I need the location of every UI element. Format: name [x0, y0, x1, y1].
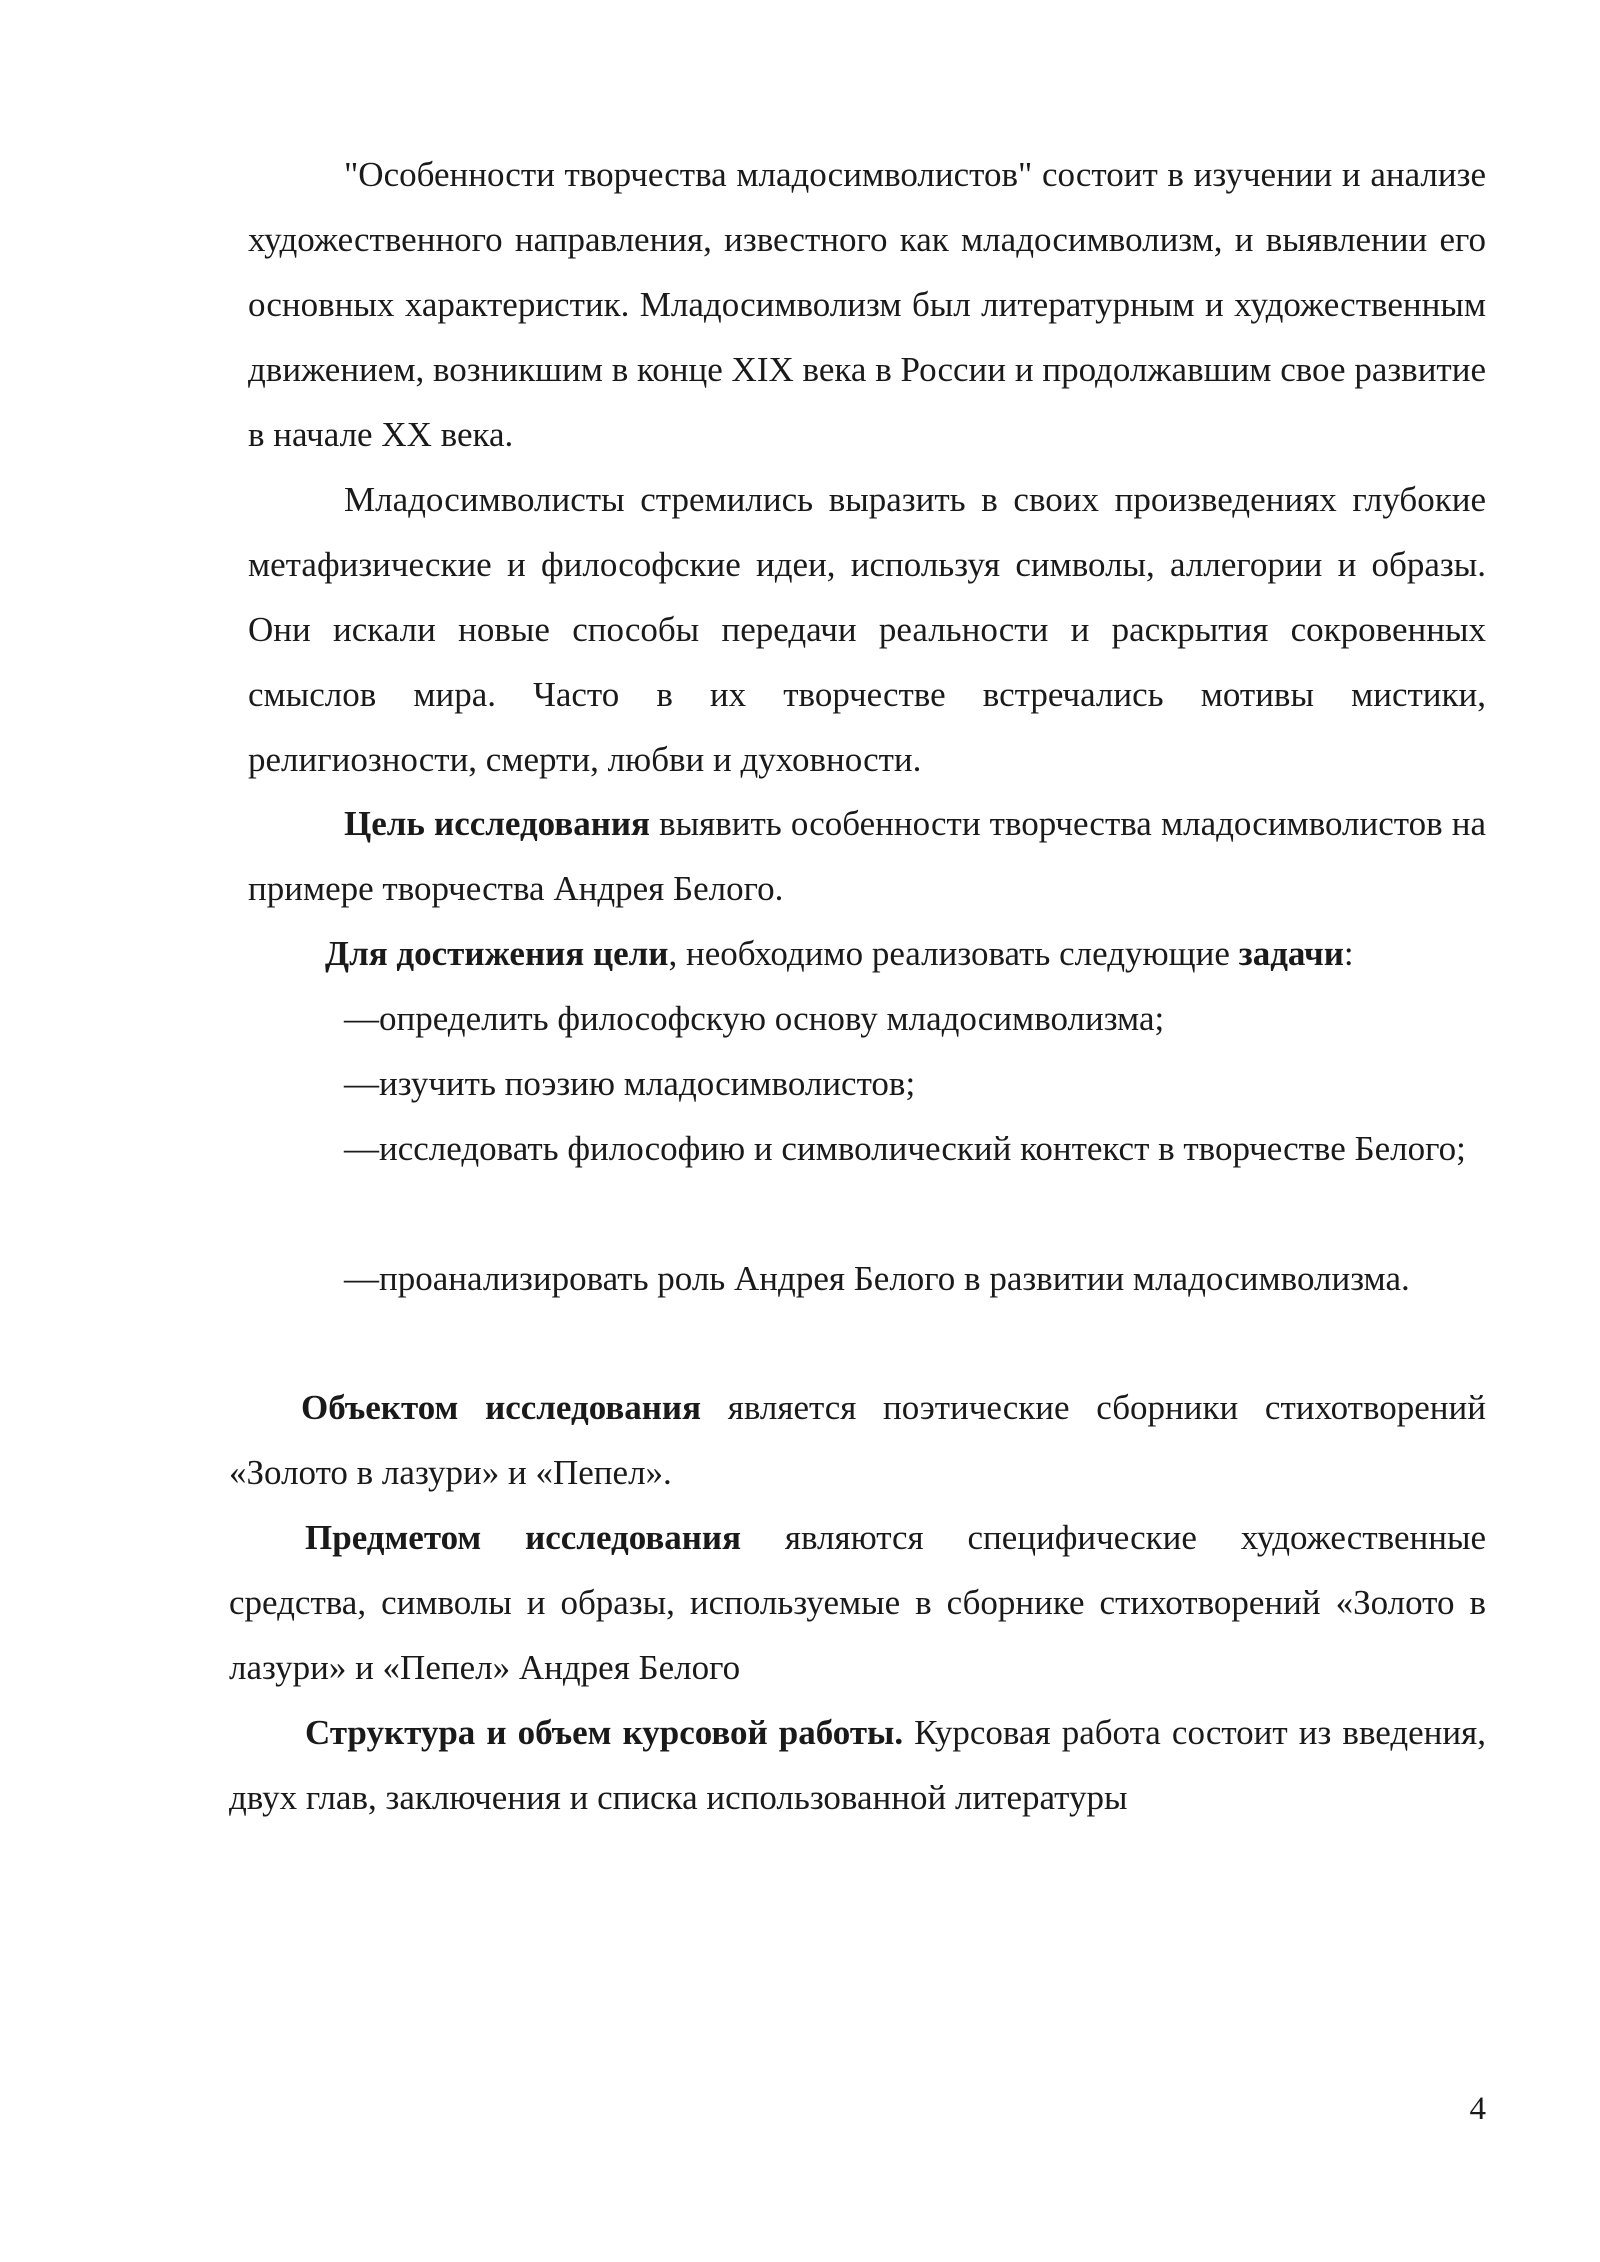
paragraph-description-text: Младосимволисты стремились выразить в своих произведениях глубокие метафизические и философские идеи, используя символы, аллегории и образы. Они искали новые способы передачи реальности и раскрытия сокровенных смыслов мира. Часто в их творчестве встречались мотивы мистики, религиозности, смерти, любви и духовности. [248, 480, 1486, 779]
paragraph-subject [229, 1505, 1486, 1700]
structure-label: Структура и объем курсовой работы. [305, 1713, 904, 1752]
goal-text: выявить особенности творчества младосимволистов на примере творчества Андрея Белого. [248, 804, 1487, 908]
object-text: является поэтические сборники стихотворений «Золото в лазури» и «Пепел». [229, 1388, 1486, 1492]
goal-label: Цель исследования [344, 804, 650, 843]
paragraph-tasks-intro [248, 921, 1486, 986]
task-item-text: —проанализировать роль Андрея Белого в развитии младосимволизма. [344, 1259, 1410, 1298]
paragraph-structure [229, 1700, 1486, 1830]
tasks-intro-middle: , необходимо реализовать следующие [668, 934, 1239, 973]
paragraph-goal [248, 791, 1486, 921]
task-item-text: —определить философскую основу младосимволизма; [344, 999, 1165, 1038]
task-item [248, 986, 1486, 1051]
task-item [248, 1051, 1486, 1116]
task-item [248, 1116, 1486, 1181]
paragraph-description [248, 467, 1486, 792]
task-item-text: —изучить поэзию младосимволистов; [344, 1064, 916, 1103]
structure-text: Курсовая работа состоит из введения, двух глав, заключения и списка использованной литературы [229, 1713, 1486, 1817]
tasks-intro-label: Для достижения цели [325, 934, 669, 973]
subject-label: Предметом исследования [305, 1518, 742, 1557]
task-item [248, 1246, 1486, 1311]
paragraph-intro [248, 142, 1486, 467]
tasks-intro-label2: задачи [1238, 934, 1344, 973]
tasks-intro-end: : [1343, 934, 1354, 973]
page-number: 4 [1469, 2091, 1486, 2127]
task-item-text: —исследовать философию и символический контекст в творчестве Белого; [344, 1129, 1466, 1168]
paragraph-object [229, 1375, 1486, 1505]
subject-text: являются специфические художественные средства, символы и образы, используемые в сборнике стихотворений «Золото в лазури» и «Пепел» Андрея Белого [229, 1518, 1486, 1687]
object-label: Объектом исследования [301, 1388, 702, 1427]
paragraph-intro-text: "Особенности творчества младосимволистов" состоит в изучении и анализе художественного направления, известного как младосимволизм, и выявлении его основных характеристик. Младосимволизм был литературным и художественным движением, возникшим в конце XIX века в России и продолжавшим свое развитие в начале XX века. [248, 155, 1486, 454]
